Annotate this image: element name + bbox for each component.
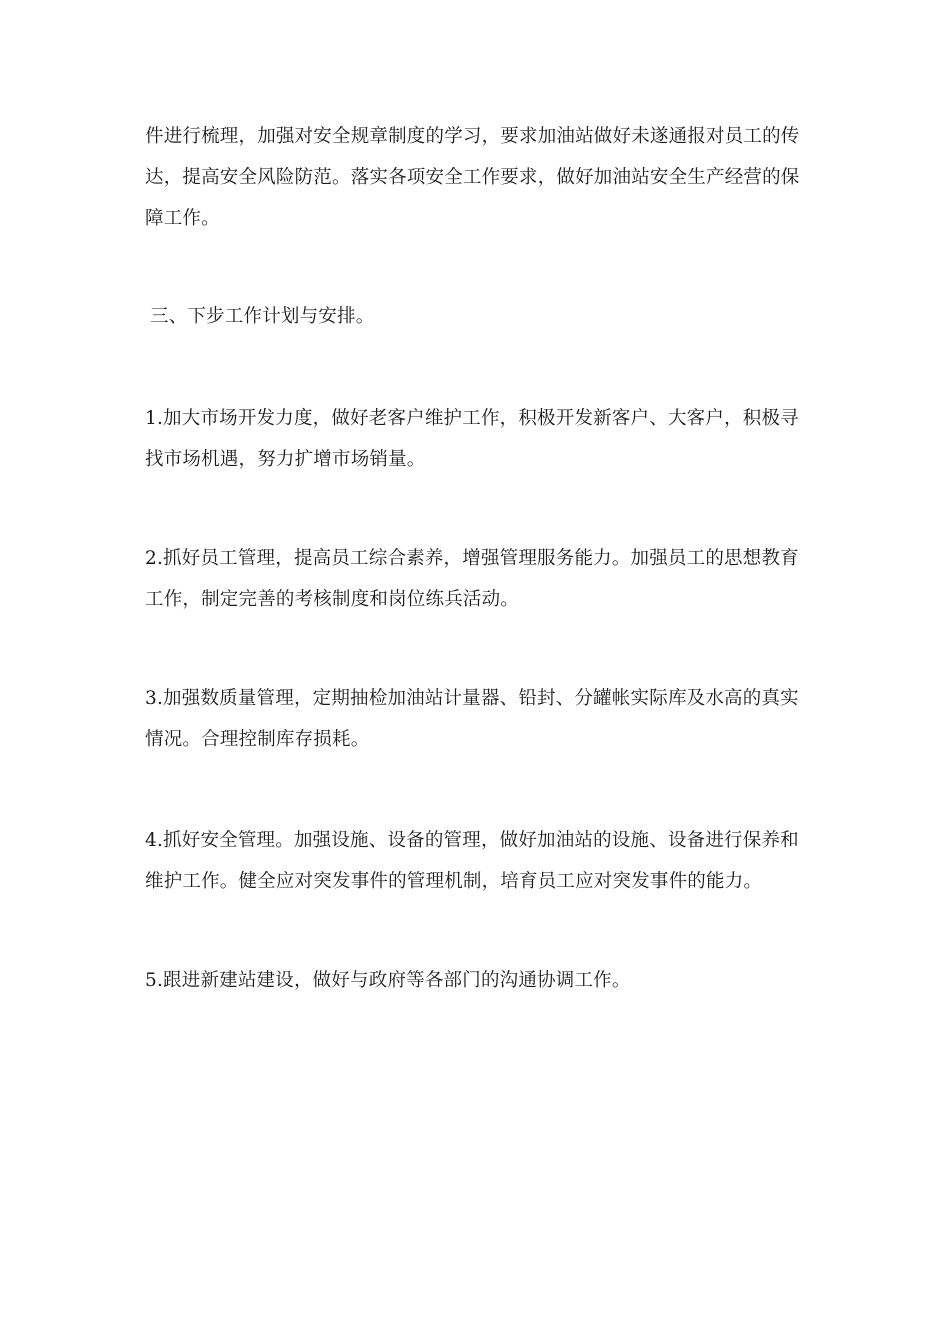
plan-item-5: 5.跟进新建站建设，做好与政府等各部门的沟通协调工作。 <box>145 970 631 991</box>
plan-item-4: 4.抓好安全管理。加强设施、设备的管理，做好加油站的设施、设备进行保养和维护工作。健全应对突发事件的管理机制，培育员工应对突发事件的能力。 <box>145 830 799 892</box>
intro-paragraph: 件进行梳理，加强对安全规章制度的学习，要求加油站做好未遂通报对员工的传达，提高安全风险防范。落实各项安全工作要求，做好加油站安全生产经营的保障工作。 <box>145 126 800 229</box>
plan-item-2: 2.抓好员工管理，提高员工综合素养，增强管理服务能力。加强员工的思想教育工作，制定完善的考核制度和岗位练兵活动。 <box>145 548 799 610</box>
plan-item-3: 3.加强数质量管理，定期抽检加油站计量器、铅封、分罐帐实际库及水高的真实情况。合理控制库存损耗。 <box>145 688 799 750</box>
section-heading: 三、下步工作计划与安排。 <box>150 306 375 327</box>
plan-item-1: 1.加大市场开发力度，做好老客户维护工作，积极开发新客户、大客户，积极寻找市场机遇，努力扩增市场销量。 <box>145 408 799 470</box>
